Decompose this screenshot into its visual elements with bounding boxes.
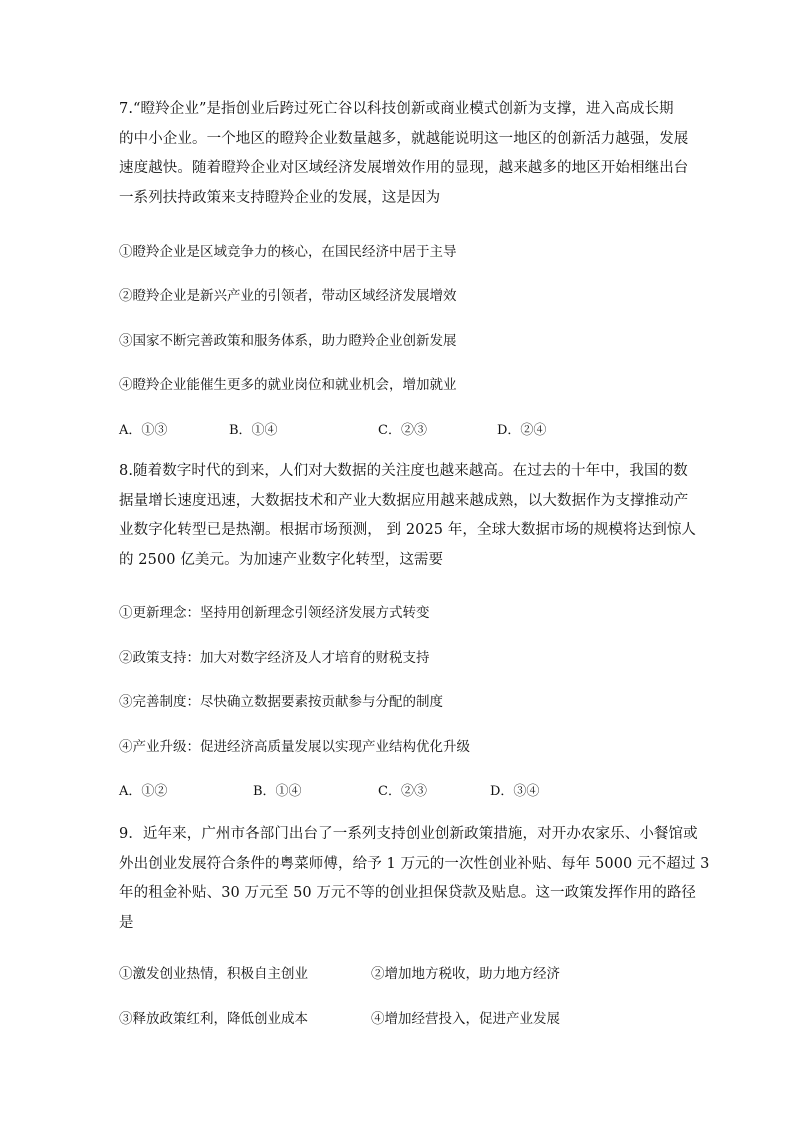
question-8-line-3: 业数字化转型已是热潮。根据市场预测， 到 2025 年，全球大数据市场的规模将达到惊人 bbox=[119, 522, 697, 538]
q8-choices bbox=[119, 780, 639, 800]
q7-statement-4: ④瞪羚企业能催生更多的就业岗位和就业机会，增加就业 bbox=[119, 377, 457, 393]
q7-statement-2: ②瞪羚企业是新兴产业的引领者，带动区域经济发展增效 bbox=[119, 288, 457, 304]
q8-choice-a[interactable]: A．①② bbox=[119, 784, 168, 799]
question-8-line-1: 8.随着数字时代的到来，人们对大数据的关注度也越来越高。在过去的十年中，我国的数 bbox=[119, 463, 688, 479]
question-7-stem bbox=[119, 95, 689, 213]
q7-choice-d[interactable]: D．②④ bbox=[497, 423, 547, 438]
q7-choice-b[interactable]: B．①④ bbox=[229, 423, 278, 438]
q7-choice-c[interactable]: C．②③ bbox=[378, 423, 427, 438]
question-9-line-1: 9．近年来，广州市各部门出台了一系列支持创业创新政策措施，对开办农家乐、小餐馆或 bbox=[119, 826, 698, 842]
q9-statement-1: ①激发创业热情，积极自主创业 bbox=[119, 966, 308, 982]
question-8-line-4: 的 2500 亿美元。为加速产业数字化转型，这需要 bbox=[119, 551, 444, 568]
question-8-stem bbox=[119, 457, 697, 575]
q7-choices bbox=[119, 419, 639, 439]
q7-statement-1: ①瞪羚企业是区域竞争力的核心，在国民经济中居于主导 bbox=[119, 244, 457, 260]
q8-choice-c[interactable]: C．②③ bbox=[378, 784, 427, 799]
q9-statement-4: ④增加经营投入，促进产业发展 bbox=[371, 1011, 560, 1027]
q9-statement-2: ②增加地方税收，助力地方经济 bbox=[371, 966, 560, 982]
q8-statement-2: ②政策支持：加大对数字经济及人才培育的财税支持 bbox=[119, 650, 430, 666]
question-7-line-4: 一系列扶持政策来支持瞪羚企业的发展，这是因为 bbox=[119, 189, 441, 206]
q8-statement-3: ③完善制度：尽快确立数据要素按贡献参与分配的制度 bbox=[119, 694, 443, 710]
question-7-line-3: 速度越快。随着瞪羚企业对区域经济发展增效作用的显现，越来越多的地区开始相继出台 bbox=[119, 160, 689, 176]
q9-statement-3: ③释放政策红利，降低创业成本 bbox=[119, 1011, 308, 1027]
question-7-line-2: 的中小企业。一个地区的瞪羚企业数量越多，就越能说明这一地区的创新活力越强，发展 bbox=[119, 130, 689, 147]
q8-choice-d[interactable]: D．③④ bbox=[490, 784, 540, 799]
q7-statement-3: ③国家不断完善政策和服务体系，助力瞪羚企业创新发展 bbox=[119, 333, 457, 349]
q7-choice-a[interactable]: A．①③ bbox=[119, 423, 168, 438]
question-7-line-1: 7.“瞪羚企业”是指创业后跨过死亡谷以科技创新或商业模式创新为支撑，进入高成长期 bbox=[119, 101, 674, 117]
question-9-stem bbox=[119, 820, 710, 938]
question-8-line-2: 据量增长速度迅速，大数据技术和产业大数据应用越来越成熟，以大数据作为支撑推动产 bbox=[119, 492, 689, 509]
q8-statement-4: ④产业升级：促进经济高质量发展以实现产业结构优化升级 bbox=[119, 739, 470, 755]
question-9-line-2: 外出创业发展符合条件的粤菜师傅，给予 1 万元的一次性创业补贴、每年 5000 元不超过 3 bbox=[119, 855, 710, 872]
q8-statement-1: ①更新理念：坚持用创新理念引领经济发展方式转变 bbox=[119, 605, 430, 621]
question-9-line-3: 年的租金补贴、30 万元至 50 万元不等的创业担保贷款及贴息。这一政策发挥作用的路径 bbox=[119, 885, 697, 901]
q8-choice-b[interactable]: B．①④ bbox=[253, 784, 302, 799]
question-9-line-4: 是 bbox=[119, 914, 134, 931]
